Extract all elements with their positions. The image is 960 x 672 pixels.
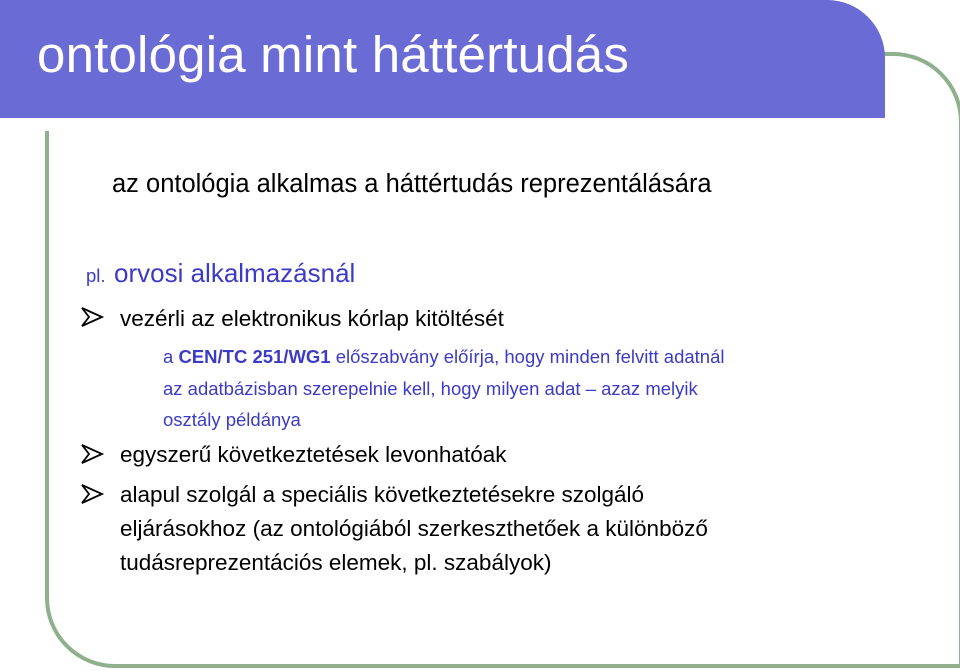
sub-line-1 (163, 341, 724, 373)
sub-line-3: osztály példánya (163, 409, 301, 430)
example-heading (86, 258, 355, 289)
arrow-bullet-icon (80, 306, 106, 328)
bullet-1-text: vezérli az elektronikus kórlap kitöltését (120, 306, 504, 331)
sub-line-2: az adatbázisban szerepelnie kell, hogy milyen adat – azaz melyik (163, 377, 698, 399)
bullet-3-line-1: alapul szolgál a speciális következtetésekre szolgáló (120, 482, 645, 507)
bullet-3-text (120, 478, 708, 580)
arrow-bullet-icon (80, 483, 106, 505)
example-text: orvosi alkalmazásnál (114, 258, 356, 288)
title-underline (0, 118, 888, 131)
bullet-3-line-2: eljárásokhoz (az ontológiából szerkeszthetőek a különböző (120, 516, 708, 541)
arrow-bullet-icon (80, 443, 106, 465)
sub-line-1-rest: előszabvány előírja, hogy minden felvitt adatnál (330, 346, 725, 367)
example-prefix: pl. (86, 265, 106, 286)
bullet-3-line-3: tudásreprezentációs elemek, pl. szabályok) (120, 550, 552, 575)
standard-name: CEN/TC 251/WG1 (178, 346, 331, 367)
sub-item (163, 341, 724, 436)
slide-title: ontológia mint háttértudás (37, 26, 630, 83)
intro-text: az ontológia alkalmas a háttértudás reprezentálására (112, 170, 712, 198)
sub-a: a (163, 346, 179, 367)
bullet-2-text: egyszerű következtetések levonhatóak (120, 442, 507, 467)
